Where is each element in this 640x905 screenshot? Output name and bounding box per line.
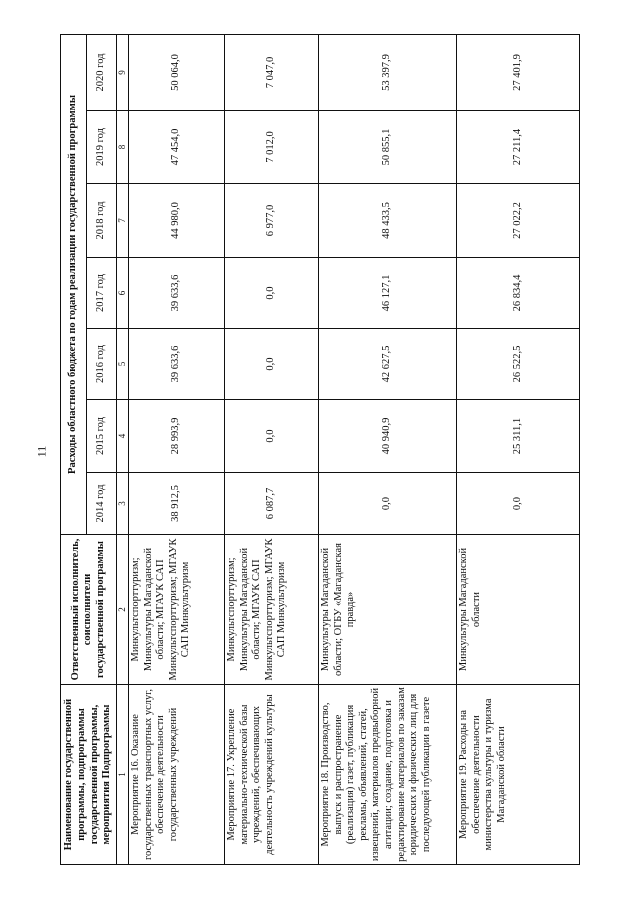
header-expenses: Расходы областного бюджета по годам реализации государственной программы (61, 34, 87, 534)
value-cell: 27 022,2 (457, 184, 580, 258)
table-row (225, 34, 319, 864)
column-number: 8 (117, 111, 129, 184)
column-number: 7 (117, 184, 129, 258)
value-cell: 48 433,5 (319, 184, 457, 258)
header-year: 2017 год (87, 258, 117, 329)
value-cell: 40 940,9 (319, 400, 457, 473)
value-cell: 6 087,7 (225, 473, 319, 535)
value-cell: 38 912,5 (129, 473, 225, 535)
column-number: 4 (117, 400, 129, 473)
value-cell: 7 047,0 (225, 34, 319, 110)
value-cell: 44 980,0 (129, 184, 225, 258)
column-number: 6 (117, 258, 129, 329)
value-cell: 50 855,1 (319, 111, 457, 184)
column-number: 1 (117, 685, 129, 865)
header-name: Наименование государственной программы, подпрограммы государственной программы, мероприятия Подпрограммы (61, 685, 117, 865)
value-cell: 0,0 (225, 329, 319, 400)
value-cell: 0,0 (225, 400, 319, 473)
value-cell: 0,0 (457, 473, 580, 535)
responsible-executor: Минкультуры Магаданской области (457, 535, 580, 685)
table-row (457, 34, 580, 864)
column-number: 3 (117, 473, 129, 535)
header-year: 2018 год (87, 184, 117, 258)
responsible-executor: Минкультспорттуризм; Минкультуры Магаданской области; МГАУК САП Минкультспорттуризм; МГАУК САП Минкультуризм (225, 535, 319, 685)
value-cell: 39 633,6 (129, 258, 225, 329)
value-cell: 26 522,5 (457, 329, 580, 400)
rotated-table-container (60, 35, 580, 865)
table-row (319, 34, 457, 864)
value-cell: 47 454,0 (129, 111, 225, 184)
responsible-executor: Минкультуры Магаданской области; ОГБУ «Магаданская правда» (319, 535, 457, 685)
table-row (129, 34, 225, 864)
value-cell: 53 397,9 (319, 34, 457, 110)
activity-name: Мероприятие 18. Производство, выпуск и распространение (реализация) газет, публикация рекламы, объявлений, статей, извещений, материалов предвыборной агитации; создание, подготовка и редактирование материалов по заказам юридических и физических лиц для последующей публикации в газете (319, 685, 457, 865)
header-year: 2014 год (87, 473, 117, 535)
header-year: 2019 год (87, 111, 117, 184)
responsible-executor: Минкультспорттуризм; Минкультуры Магаданской области; МГАУК САП Минкультспорттуризм; МГАУК САП Минкультуризм (129, 535, 225, 685)
column-number: 5 (117, 329, 129, 400)
value-cell: 6 977,0 (225, 184, 319, 258)
value-cell: 27 401,9 (457, 34, 580, 110)
value-cell: 50 064,0 (129, 34, 225, 110)
value-cell: 7 012,0 (225, 111, 319, 184)
page-number: 11 (34, 445, 49, 458)
header-year: 2016 год (87, 329, 117, 400)
column-number: 2 (117, 535, 129, 685)
value-cell: 26 834,4 (457, 258, 580, 329)
header-year: 2015 год (87, 400, 117, 473)
activity-name: Мероприятие 16. Оказание государственных транспортных услуг, обеспечение деятельности государственных учреждений (129, 685, 225, 865)
value-cell: 39 633,6 (129, 329, 225, 400)
expenses-table (60, 34, 580, 865)
value-cell: 46 127,1 (319, 258, 457, 329)
activity-name: Мероприятие 17. Укрепление материально-технической базы учреждений, обеспечивающих деятельность учреждений культуры (225, 685, 319, 865)
value-cell: 42 627,5 (319, 329, 457, 400)
activity-name: Мероприятие 19. Расходы на обеспечение деятельности министерства культуры и туризма Магаданской области (457, 685, 580, 865)
value-cell: 28 993,9 (129, 400, 225, 473)
column-number: 9 (117, 34, 129, 110)
header-year: 2020 год (87, 34, 117, 110)
value-cell: 27 211,4 (457, 111, 580, 184)
header-responsible: Ответственный исполнитель, соисполнители государственной программы (61, 535, 117, 685)
value-cell: 0,0 (319, 473, 457, 535)
value-cell: 0,0 (225, 258, 319, 329)
value-cell: 25 311,1 (457, 400, 580, 473)
